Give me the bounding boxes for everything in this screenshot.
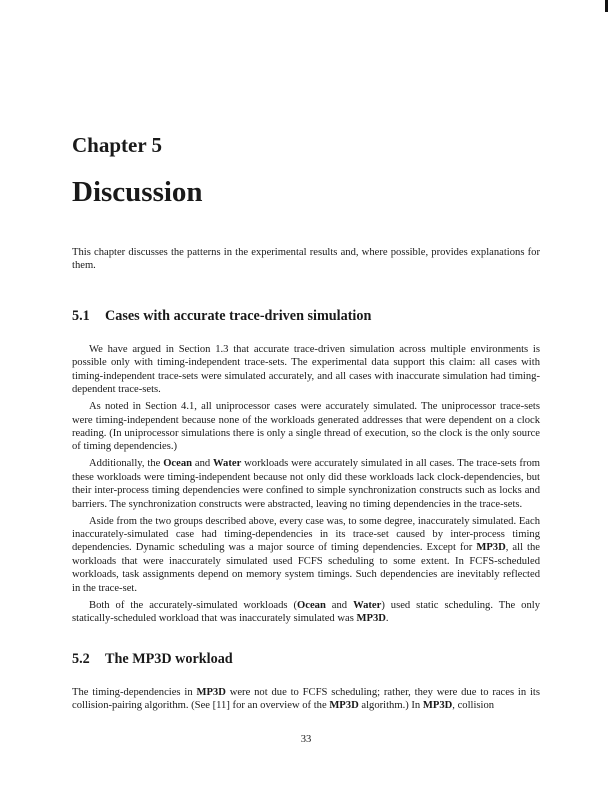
chapter-title: Discussion: [72, 176, 203, 208]
text-run: workloads were accurately simulated in all cases. The trace-sets from these workloads were timing-independent because not only did these workloads lack clock-dependencies, but their inter-process timing dependencies were confined to simple synchronization constructs such as locks and barriers. The synchronization constructs were abstracted, leaving no timing dependencies in the trace-sets.: [72, 458, 540, 510]
paragraph: [72, 686, 540, 713]
text-run: , all the workloads that were inaccurately simulated used FCFS scheduling to some extent. In FCFS-scheduled workloads, task assignments depend on memory system timings. Such dependencies are inevitably reflected in the trace-set.: [72, 542, 540, 594]
section-number: 5.1: [72, 308, 90, 324]
bold-term: Ocean: [163, 458, 193, 470]
chapter-label: Chapter 5: [72, 133, 163, 157]
section-number: 5.2: [72, 651, 90, 667]
bold-term: MP3D: [196, 687, 226, 698]
text-run: As noted in Section 4.1, all uniprocessor cases were accurately simulated. The uniprocessor trace-sets were timing-independent because none of the workloads generated addresses that were dependent on a clock reading. (In uniprocessor simulations there is only a single thread of execution, so the clock is the only source of timing dependencies.): [72, 401, 540, 453]
text-run: Aside from the two groups described above, every case was, to some degree, inaccurately simulated. Each inaccurately-simulated case had timing-dependencies in its trace-set caused by inter-process timing dependencies. Dynamic scheduling was a major source of timing dependencies. Except for: [72, 515, 540, 554]
intro-text: [72, 246, 540, 276]
bold-term: MP3D: [329, 700, 359, 712]
bold-term: MP3D: [422, 700, 453, 712]
paragraph: [72, 515, 540, 595]
paragraph: [72, 400, 540, 454]
paragraph: [72, 457, 540, 511]
section-title: The MP3D workload: [105, 651, 233, 667]
bold-term: MP3D: [476, 542, 506, 554]
text-run: .: [385, 613, 389, 625]
section-body: [72, 686, 540, 716]
section-title: Cases with accurate trace-driven simulation: [105, 308, 372, 324]
text-run: , collision: [452, 700, 495, 712]
paragraph: [72, 343, 540, 397]
section-heading: [72, 308, 371, 325]
text-run: We have argued in Section 1.3 that accurate trace-driven simulation across multiple environments is possible only with timing-independent trace-sets. The experimental data support this claim: all cases with timing-independent trace-sets were simulated accurately, and all cases with inaccurate simulation had timing-dependent trace-sets.: [72, 344, 540, 396]
paragraph: [72, 246, 540, 273]
page-number: 33: [300, 734, 312, 745]
text-run: The timing-dependencies in: [72, 687, 197, 698]
section-body: [72, 343, 540, 629]
text-run: Additionally, the: [89, 458, 164, 470]
paragraph: [72, 599, 540, 626]
text-run: This chapter discusses the patterns in the experimental results and, where possible, provides explanations for them.: [72, 247, 540, 272]
text-run: ) used static scheduling. The only statically-scheduled workload that was inaccurately simulated was: [72, 599, 541, 625]
text-run: Both of the accurately-simulated workloads (: [89, 599, 298, 611]
text-run: were not due to FCFS scheduling; rather, they were due to races in its collision-pairing algorithm. (See [11] for an overview of the: [72, 687, 540, 712]
bold-term: Ocean: [297, 599, 326, 611]
text-run: and: [325, 599, 354, 611]
bold-term: Water: [213, 458, 242, 470]
text-run: algorithm.) In: [358, 700, 423, 712]
bold-term: Water: [353, 599, 382, 611]
text-run: and: [192, 458, 214, 470]
section-heading: [72, 651, 233, 668]
bold-term: MP3D: [356, 613, 386, 625]
scan-artifact-mark: [605, 0, 608, 12]
